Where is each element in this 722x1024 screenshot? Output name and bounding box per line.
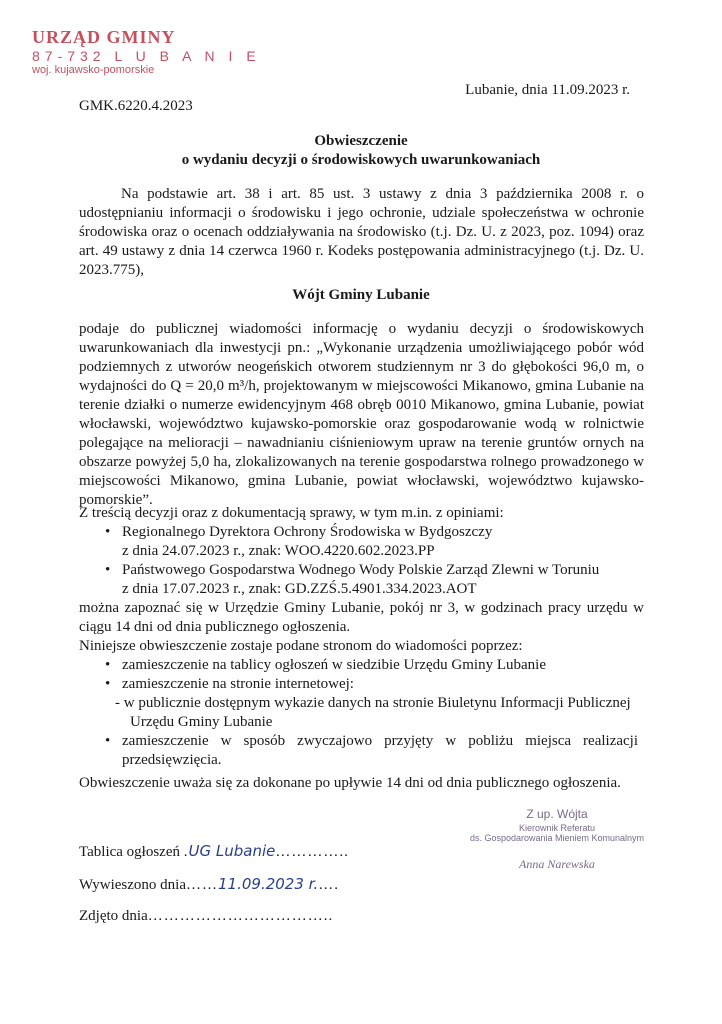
- bullet-icon: •: [105, 676, 111, 692]
- opinions-list: [79, 523, 644, 599]
- signature-line-1: Z up. Wójta: [526, 807, 588, 821]
- list-item: [79, 675, 644, 732]
- opinions-intro: Z treścią decyzji oraz z dokumentacją sprawy, w tym m.in. z opiniami:: [79, 505, 504, 521]
- reference-number: GMK.6220.4.2023: [79, 98, 193, 114]
- place-date: Lubanie, dnia 11.09.2023 r.: [465, 82, 630, 98]
- opinions-section: [79, 504, 644, 637]
- opinion-detail: z dnia 17.07.2023 r., znak: GD.ZZŚ.5.4901.334.2023.AOT: [122, 581, 477, 597]
- field-dots: …………..: [275, 844, 349, 860]
- publication-intro: Niniejsze obwieszczenie zostaje podane stronom do wiadomości poprzez:: [79, 638, 523, 654]
- bullet-icon: •: [105, 562, 111, 578]
- bullet-icon: •: [105, 657, 111, 673]
- field-dots: ……………………………..: [147, 908, 334, 924]
- document-title: Obwieszczenie: [314, 133, 408, 149]
- opinions-outro: można zapoznać się w Urzędzie Gminy Lubanie, pokój nr 3, w godzinach pracy urzędu w ciągu 14 dni od dnia publicznego ogłoszenia.: [79, 600, 644, 635]
- publication-subitem-cont: Urzędu Gminy Lubanie: [130, 714, 273, 730]
- closing-sentence: Obwieszczenie uważa się za dokonane po upływie 14 dni od dnia publicznego ogłoszenia.: [79, 775, 621, 791]
- field-dots: ……: [186, 877, 218, 893]
- publication-item: zamieszczenie w sposób zwyczajowo przyjęty w pobliżu miejsca realizacji przedsięwzięcia.: [122, 733, 638, 768]
- signature-stamp: [462, 807, 652, 872]
- board-value: UG Lubanie: [188, 842, 276, 860]
- list-item: [79, 732, 644, 770]
- publication-list: [79, 656, 644, 770]
- removed-label: Zdjęto dnia: [79, 908, 148, 924]
- stamp-line-3: woj. kujawsko-pomorskie: [32, 64, 155, 76]
- opinion-org: Państwowego Gospodarstwa Wodnego Wody Polskie Zarząd Zlewni w Toruniu: [122, 562, 600, 578]
- publication-subitem: - w publicznie dostępnym wykazie danych na stronie Biuletynu Informacji Publicznej: [115, 695, 631, 711]
- publication-item: zamieszczenie na stronie internetowej:: [122, 676, 354, 692]
- posted-value: 11.09.2023 r.: [218, 875, 319, 893]
- field-dots: .: [183, 844, 189, 860]
- bullet-icon: •: [105, 524, 111, 540]
- posted-label: Wywieszono dnia: [79, 877, 186, 893]
- bullet-icon: •: [105, 733, 111, 749]
- main-paragraph: podaje do publicznej wiadomości informację o wydaniu decyzji o środowiskowych uwarunkowaniach dla inwestycji pn.: „Wykonanie urządzenia umożliwiającego pobór wód podziemnych z utworów neogeńskich otworem studziennym nr 3 do głębokości 96,0 m, o wydajności do Q = 20,0 m³/h, projektowanym w miejscowości Mikanowo, gmina Lubanie na terenie działki o numerze ewidencyjnym 468 obręb 0010 Mikanowo, gmina Lubanie, powiat włocławski, województwo kujawsko-pomorskie oraz gospodarowanie wodą w rolnictwie polegające na melioracji – nawadnianiu ciśnieniowym upraw na terenie gruntów ornych na obszarze powyżej 5,0 ha, zlokalizowanych na terenie gospodarstwa rolnego prowadzonego w miejscowości Mikanowo, gmina Lubanie, powiat włocławski, województwo kujawsko-pomorskie”.: [79, 321, 644, 508]
- legal-basis-paragraph: Na podstawie art. 38 i art. 85 ust. 3 ustawy z dnia 3 października 2008 r. o udostępnianiu informacji o środowisku i jego ochronie, udziale społeczeństwa w ochronie środowiska oraz o ocenach oddziaływania na środowisko (t.j. Dz. U. z 2023, poz. 1094) oraz art. 49 ustawy z dnia 14 czerwca 1960 r. Kodeks postępowania administracyjnego (t.j. Dz. U. 2023.775),: [79, 186, 644, 278]
- board-field: [79, 842, 349, 861]
- stamp-line-2: 87-732 L U B A N I E: [32, 48, 261, 64]
- board-label: Tablica ogłoszeń: [79, 844, 180, 860]
- field-dots: ….: [318, 877, 339, 893]
- list-item: [79, 523, 644, 561]
- removed-field: [79, 908, 333, 925]
- signature-line-3: ds. Gospodarowania Mieniem Komunalnym: [469, 833, 645, 843]
- stamp-line-1: URZĄD GMINY: [32, 27, 176, 47]
- opinion-org: Regionalnego Dyrektora Ochrony Środowiska w Bydgoszczy: [122, 524, 493, 540]
- authority-heading: Wójt Gminy Lubanie: [292, 287, 430, 303]
- list-item: [79, 656, 644, 675]
- posted-field: [79, 875, 339, 894]
- signature-line-2: Kierownik Referatu: [518, 823, 596, 833]
- publication-section: [79, 637, 644, 770]
- office-stamp: [32, 28, 261, 76]
- publication-item: zamieszczenie na tablicy ogłoszeń w siedzibie Urzędu Gminy Lubanie: [122, 657, 546, 673]
- signatory-name: Anna Narewska: [519, 857, 595, 871]
- opinion-detail: z dnia 24.07.2023 r., znak: WOO.4220.602.2023.PP: [122, 543, 435, 559]
- document-subtitle: o wydaniu decyzji o środowiskowych uwarunkowaniach: [181, 152, 541, 168]
- list-item: [79, 561, 644, 599]
